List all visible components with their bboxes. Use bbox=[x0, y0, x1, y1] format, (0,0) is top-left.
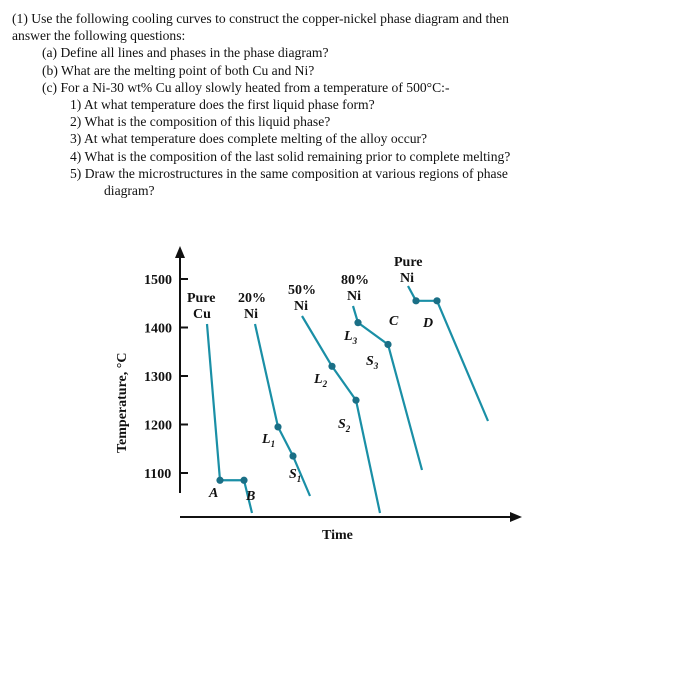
cooling-curves-figure bbox=[96, 238, 546, 578]
point-b bbox=[240, 477, 247, 484]
label-pure-ni-1: Pure bbox=[394, 255, 423, 270]
point-c bbox=[412, 297, 419, 304]
y-tick-label-1100: 1100 bbox=[144, 467, 172, 482]
question-part-a: (a) Define all lines and phases in the phase diagram? bbox=[42, 45, 329, 61]
y-tick-label-1400: 1400 bbox=[144, 321, 172, 337]
point-label-s3: $S_3$ bbox=[366, 354, 379, 371]
point-l2 bbox=[328, 363, 335, 370]
label-20ni-1: 20% bbox=[238, 291, 266, 306]
x-axis-title: Time bbox=[322, 528, 353, 543]
question-intro-line-1: (1) Use the following cooling curves to construct the copper-nickel phase diagram and then bbox=[12, 11, 509, 26]
label-20ni-2: Ni bbox=[244, 307, 258, 322]
point-label-c: C bbox=[389, 314, 399, 329]
point-label-l1: $L_1$ bbox=[262, 432, 276, 449]
question-part-c5-cont: diagram? bbox=[104, 183, 155, 199]
point-a bbox=[216, 477, 223, 484]
question-part-c3: 3) At what temperature does complete melting of the alloy occur? bbox=[70, 131, 428, 147]
point-label-d: D bbox=[423, 316, 434, 331]
point-label-s1: $S_1$ bbox=[289, 467, 302, 484]
point-l3 bbox=[354, 319, 361, 326]
point-label-b: B bbox=[246, 489, 256, 504]
question-part-b: (b) What are the melting point of both Cu and Ni? bbox=[42, 62, 315, 78]
point-label-a: A bbox=[209, 486, 219, 501]
label-80ni-2: Ni bbox=[347, 289, 361, 304]
point-d bbox=[433, 297, 440, 304]
y-tick-label-1200: 1200 bbox=[144, 418, 172, 434]
point-s3 bbox=[384, 341, 391, 348]
point-label-s2: $S_2$ bbox=[338, 417, 351, 434]
label-pure-cu-2: Cu bbox=[193, 307, 211, 322]
y-axis-title: Temperature, °C bbox=[115, 352, 130, 453]
label-50ni-1: 50% bbox=[288, 283, 316, 298]
label-80ni-1: 80% bbox=[341, 273, 369, 288]
label-50ni-2: Ni bbox=[294, 299, 308, 314]
point-s2 bbox=[352, 397, 359, 404]
question-part-c4: 4) What is the composition of the last solid remaining prior to complete melting? bbox=[70, 148, 511, 164]
label-pure-cu-1: Pure bbox=[187, 291, 216, 306]
point-l1 bbox=[274, 423, 281, 430]
y-tick-label-1500: 1500 bbox=[144, 273, 172, 288]
point-label-l2: $L_2$ bbox=[314, 372, 328, 389]
question-text bbox=[12, 10, 662, 199]
question-part-c5: 5) Draw the microstructures in the same composition at various regions of phase bbox=[70, 165, 508, 181]
point-label-l3: $L_3$ bbox=[344, 329, 358, 346]
question-part-c: (c) For a Ni-30 wt% Cu alloy slowly heated from a temperature of 500°C:- bbox=[42, 79, 450, 95]
cooling-curves-chart bbox=[96, 238, 546, 578]
y-tick-label-1300: 1300 bbox=[144, 370, 172, 385]
label-pure-ni-2: Ni bbox=[400, 271, 414, 286]
question-part-c2: 2) What is the composition of this liquid phase? bbox=[70, 114, 331, 130]
question-intro-line-2: answer the following questions: bbox=[12, 28, 186, 44]
point-s1 bbox=[289, 452, 296, 459]
bleed-through-background bbox=[96, 238, 546, 578]
question-part-c1: 1) At what temperature does the first liquid phase form? bbox=[70, 97, 375, 113]
